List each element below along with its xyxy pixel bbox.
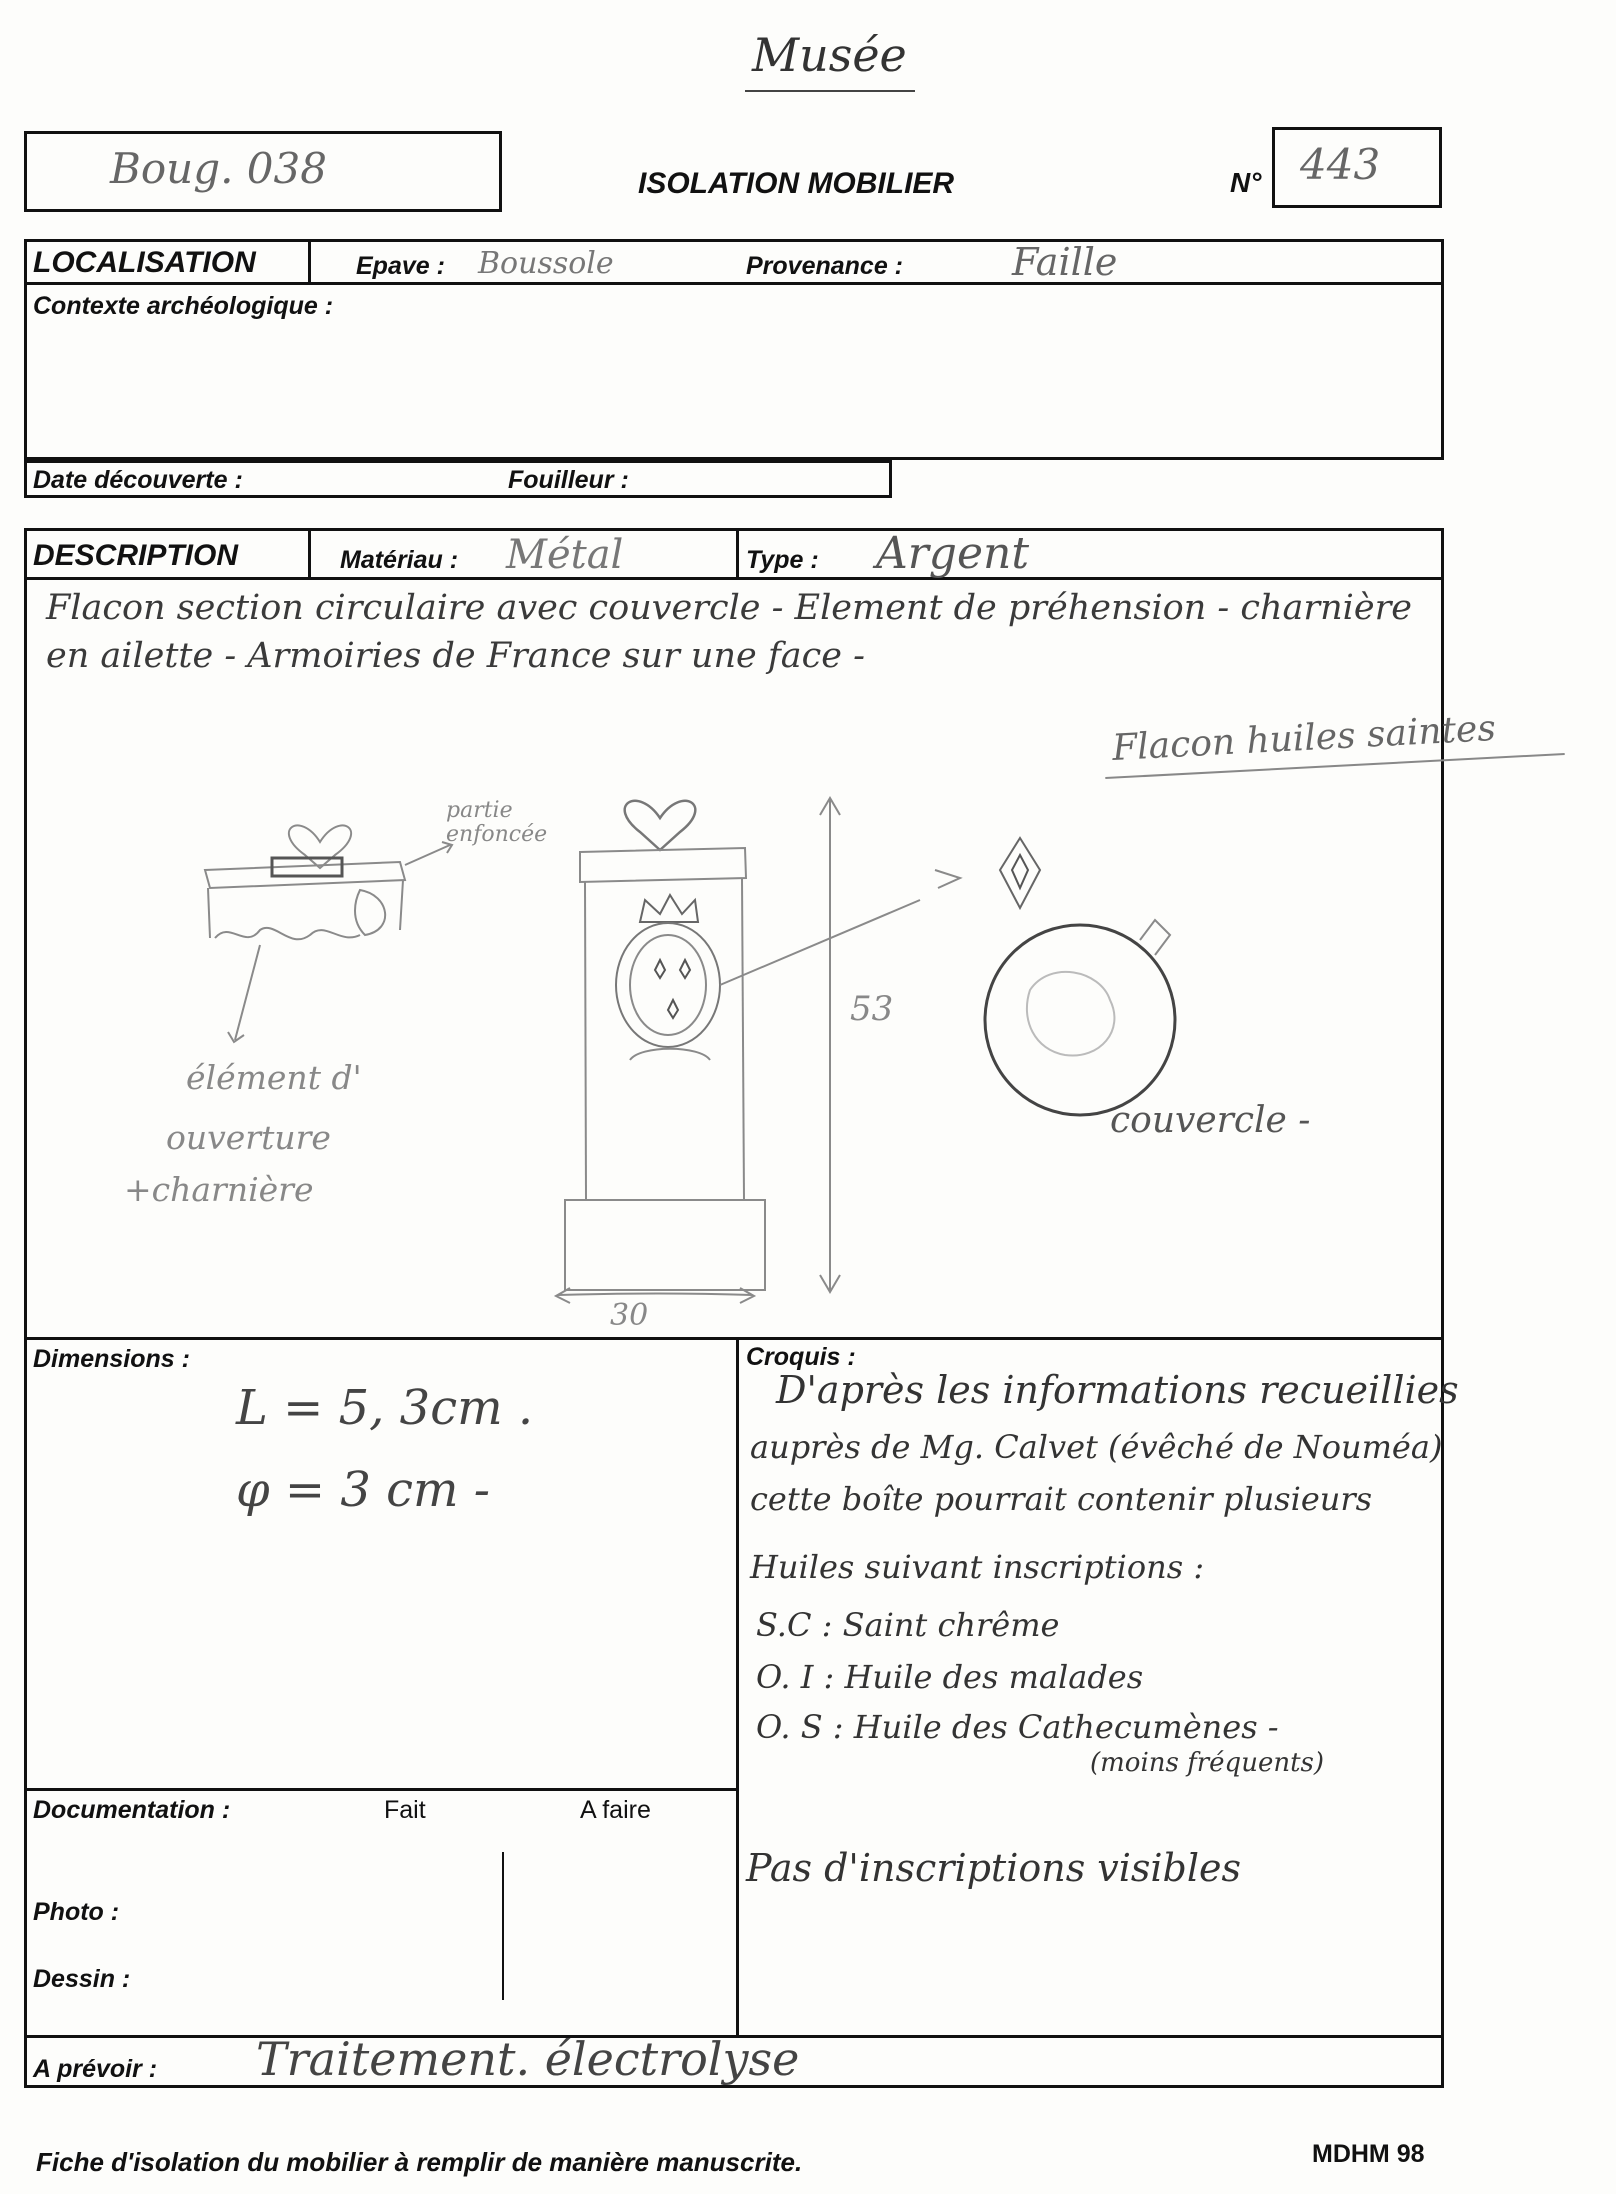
date-row-mask [892,460,1444,464]
musee-underline [745,90,915,92]
croquis-line-6: O. I : Huile des malades [756,1658,1144,1696]
localisation-header-line [24,282,1444,285]
description-divider-2 [736,528,739,578]
lid-wave-left [215,928,360,939]
documentation-divider [502,1852,504,2000]
croquis-line-4: Huiles suivant inscriptions : [750,1548,1205,1586]
arrow-partie [405,842,452,865]
description-heading: DESCRIPTION [33,539,239,572]
sketch-label-element1: élément d' [186,1058,362,1097]
contexte-label: Contexte archéologique : [33,292,334,320]
dimensions-line2: φ = 3 cm - [236,1462,491,1518]
croquis-line-2: auprès de Mg. Calvet (évêché de Nouméa) [750,1428,1443,1466]
documentation-top-line [24,1788,738,1791]
dimensions-line1: L = 5, 3cm . [236,1380,534,1436]
description-text-line1: Flacon section circulaire avec couvercle - Element de préhension - charnière [46,588,1413,628]
photo-label: Photo : [33,1898,120,1926]
flacon-right-side [742,878,744,1200]
type-value: Argent [876,528,1030,579]
number-value: 443 [1300,140,1381,189]
flacon-heart [625,801,696,850]
croquis-line-1: D'après les informations recueillies [776,1368,1459,1412]
ribbon [630,1049,710,1060]
epave-label: Epave : [356,252,445,280]
sketch-label-width: 30 [610,1298,649,1333]
provenance-label: Provenance : [746,252,904,280]
materiau-label: Matériau : [340,546,459,574]
couvercle-inner [1027,972,1115,1056]
documentation-a-faire: A faire [580,1796,651,1824]
fleur-2 [680,960,690,978]
croquis-line-7: O. S : Huile des Cathecumènes - [756,1708,1279,1746]
number-label: N° [1230,167,1262,198]
lid-body-left [208,880,403,938]
couvercle-circle [985,925,1175,1115]
footer-note: Fiche d'isolation du mobilier à remplir de manière manuscrite. [36,2147,803,2177]
flacon-base [565,1200,765,1290]
musee-heading: Musée [752,28,907,82]
sketch-label-partie: partie [446,798,513,823]
fleur-3 [668,1000,678,1018]
fleur-1 [655,960,665,978]
lid-flap-left [355,890,385,935]
a-prevoir-value: Traitement. électrolyse [256,2032,800,2086]
croquis-label: Croquis : [746,1343,856,1371]
footer-code: MDHM 98 [1312,2140,1425,2168]
sketch-title: Flacon huiles saintes [1111,707,1497,770]
sketch-label-enfoncee: enfoncée [446,822,548,847]
coat-of-arms [616,923,720,1047]
height-arrow [820,798,840,1292]
date-label: Date découverte : [33,466,243,494]
sketch-label-element3: +charnière [124,1170,314,1209]
epave-value: Boussole [478,246,614,281]
pointer-arrow [935,870,960,888]
sketch-label-element2: ouverture [166,1118,331,1157]
arrow-element [228,945,260,1042]
crown [640,895,698,922]
croquis-line-5: S.C : Saint chrême [756,1606,1060,1644]
localisation-heading: LOCALISATION [33,246,256,279]
dimensions-label: Dimensions : [33,1345,190,1373]
fleur-de-lis [1000,838,1040,908]
dimensions-croquis-divider [736,1337,739,2037]
documentation-label: Documentation : [33,1796,231,1824]
documentation-fait: Fait [384,1796,426,1824]
fleur-de-lis-inner [1012,855,1028,888]
materiau-value: Métal [506,532,624,578]
description-header-line [24,577,1444,580]
description-divider-1 [308,528,311,578]
page-title: ISOLATION MOBILIER [638,167,955,200]
croquis-note: Pas d'inscriptions visibles [746,1846,1242,1890]
dessin-label: Dessin : [33,1965,131,1993]
croquis-line-3: cette boîte pourrait contenir plusieurs [750,1480,1373,1518]
pointer-line [720,900,920,985]
height-label: 53 [850,989,894,1029]
croquis-line-8: (moins fréquents) [1090,1748,1325,1778]
type-label: Type : [746,546,819,574]
dimensions-top-line [24,1337,1444,1340]
a-prevoir-label: A prévoir : [33,2055,158,2083]
ref-value: Boug. 038 [110,144,327,193]
provenance-value: Faille [1012,240,1118,284]
sketch-label-couvercle: couvercle - [1110,1100,1311,1141]
flacon-left-side [585,882,586,1200]
description-text-line2: en ailette - Armoiries de France sur une face - [46,636,865,676]
localisation-divider [308,239,311,284]
flacon-lid [580,848,746,882]
coat-of-arms-inner [630,935,706,1035]
fouilleur-label: Fouilleur : [508,466,629,494]
